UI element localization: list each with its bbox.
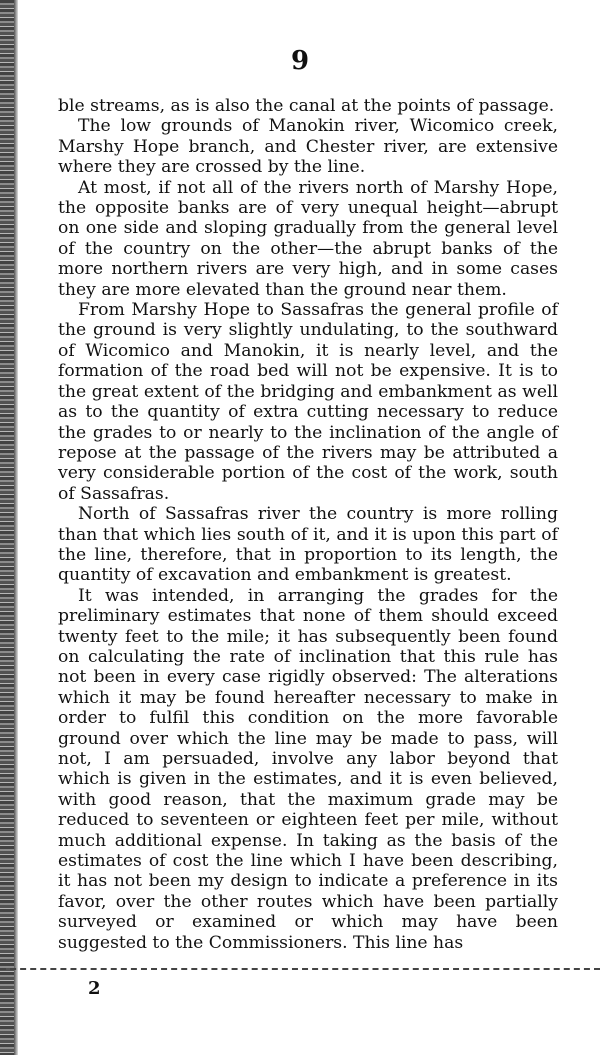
body-text: [58, 96, 558, 953]
paragraph-6: It was intended, in arranging the grades for the preliminary estimates that none of them should exceed twenty feet to the mile; it has subsequently been found on calculating the rate of inclination that this rule has not been in every case rigidly observed: The alterations which it may be found hereafter necessary to make in order to fulfil this condition on the more favorable ground over which the line may be made to pass, will not, I am persuaded, involve any labor beyond that which is given in the estimates, and it is even believed, with good reason, that the maximum grade may be reduced to seventeen or eighteen feet per mile, without much additional expense. In taking as the basis of the estimates of cost the line which I have been describing, it has not been my design to indicate a preference in its favor, over the other routes which have been partially surveyed or examined or which may have been suggested to the Commissioners. This line has: [58, 585, 558, 953]
signature-mark: 2: [88, 978, 101, 999]
paragraph-3: At most, if not all of the rivers north of Marshy Hope, the opposite banks are of very unequal height—abrupt on one side and sloping gradually from the general level of the country on the other—the abrupt banks of the more northern rivers are very high, and in some cases they are more elevated than the ground near them.: [58, 177, 558, 300]
binding-shadow: [14, 0, 18, 1055]
page-footer: [58, 978, 558, 1002]
page-number: 9: [290, 46, 310, 76]
paragraph-4: From Marshy Hope to Sassafras the general profile of the ground is very slightly undulating, to the southward of Wicomico and Manokin, it is nearly level, and the formation of the road bed will not be expensive. It is to the great extent of the bridging and embankment as well as to the quantity of extra cutting necessary to reduce the grades to or nearly to the inclination of the angle of repose at the passage of the rivers may be attributed a very considerable portion of the cost of the work, south of Sassafras.: [58, 300, 558, 504]
paragraph-1: ble streams, as is also the canal at the points of passage.: [58, 96, 555, 116]
page-tear-line: [0, 968, 600, 970]
paragraph-5: North of Sassafras river the country is more rolling than that which lies south of it, and it is upon this part of the line, therefore, that in proportion to its length, the quantity of excavation and embankment is greatest.: [58, 504, 558, 586]
paragraph-2: The low grounds of Manokin river, Wicomico creek, Marshy Hope branch, and Chester river, are extensive where they are crossed by the line.: [58, 116, 558, 178]
book-binding-edge: [0, 0, 14, 1055]
